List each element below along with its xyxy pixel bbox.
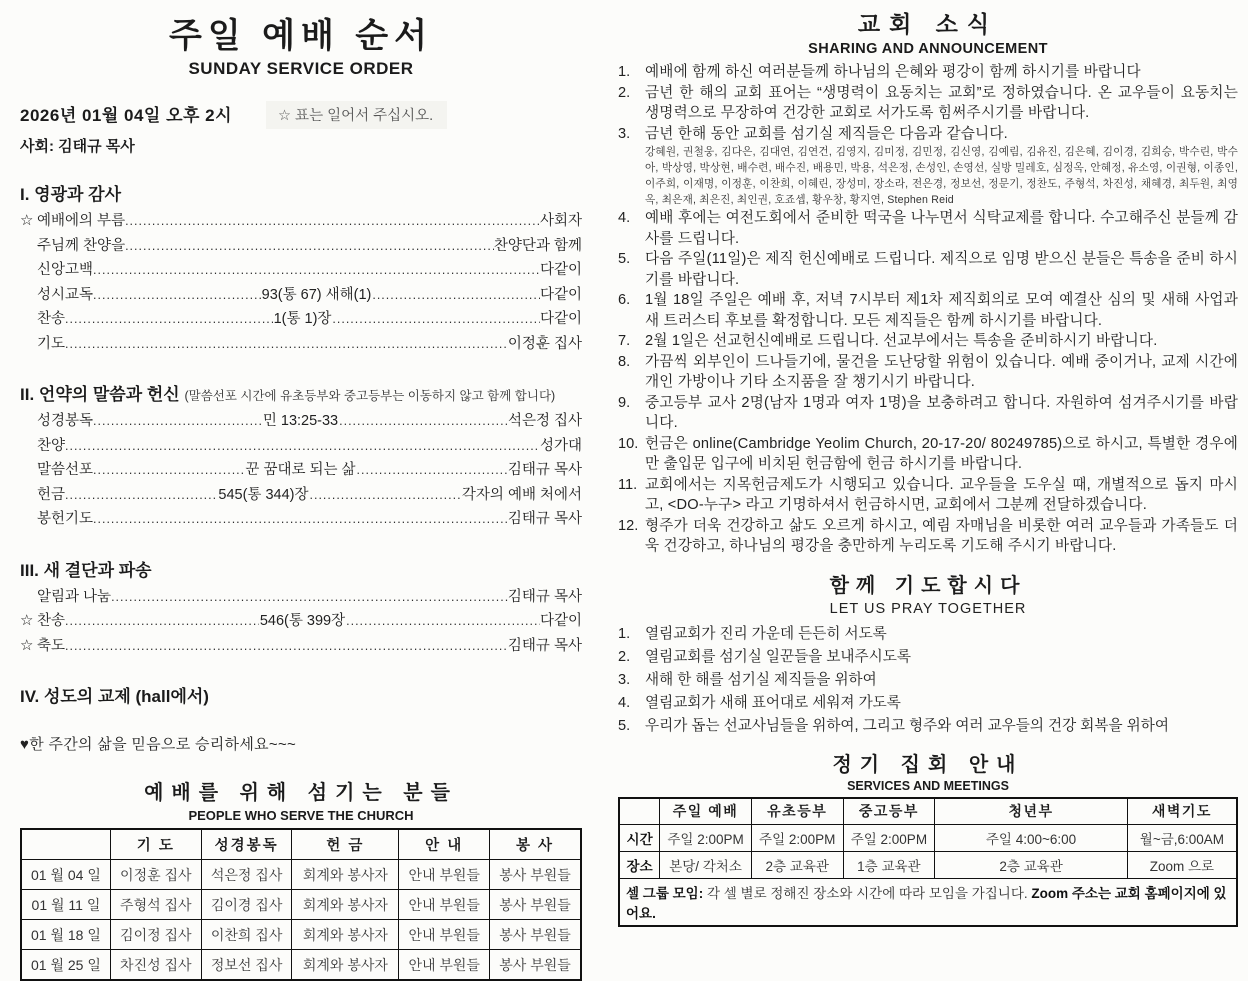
announcement-item (618, 352, 1238, 393)
service-order-column (20, 4, 596, 973)
announcement-item (618, 62, 1238, 83)
prayer-text: 새해 한 해를 섬기실 제직들을 위하여 (645, 671, 877, 688)
prayer-title-en: LET US PRAY TOGETHER (829, 600, 1027, 617)
table-row (21, 860, 581, 890)
date-row (20, 101, 582, 129)
announcement-text: 헌금은 online(Cambridge Yeolim Church, 20-17-20/ 80249785)으로 하시고, 특별한 경우에만 출입문 입구에 비치된 헌금함에 헌금 하시기를 바랍니다. (645, 435, 1238, 472)
table-cell: 차진성 집사 (110, 950, 201, 981)
service-section-heading: IV. 성도의 교제 (hall에서) (20, 687, 209, 706)
meetings-table (618, 797, 1238, 927)
table-cell: 김이경 집사 (201, 890, 292, 920)
news-title-en: SHARING AND ANNOUNCEMENT (808, 41, 1048, 57)
church-news-column (596, 4, 1238, 921)
announcement-text: 교회에서는 지목헌금제도가 시행되고 있습니다. 교우들을 도우실 때, 개별적으로 돕지 마시고, <DO-누구> 라고 기명하셔서 헌금하시면, 교회에서 그분께 전달하겠습니다. (645, 476, 1238, 513)
announcement-number: 1. (618, 64, 631, 80)
cell-group-label: 셀 그룹 모임: (626, 885, 704, 901)
prayer-title: 함께 기도합시다 (829, 574, 1027, 597)
news-title: 교회 소식 (857, 11, 999, 37)
service-order-title-en: SUNDAY SERVICE ORDER (188, 59, 414, 78)
prayer-text: 열림교회를 섬기실 일꾼들을 보내주시도록 (645, 648, 911, 665)
leader-dots (111, 585, 508, 610)
table-cell: 봉사 부원들 (490, 920, 581, 950)
announcement-number: 8. (618, 353, 631, 370)
table-cell: 2층 교육관 (751, 851, 843, 878)
service-item-person: 석은정 집사 (507, 413, 583, 429)
service-item-detail: 민 13:25-33 (262, 413, 339, 429)
service-item-detail: 꾼 꿈대로 되는 삶 (245, 462, 356, 478)
service-item (20, 409, 582, 434)
table-cell: 이정훈 집사 (110, 860, 201, 890)
service-item-label: 찬송 (37, 311, 66, 327)
table-header-cell: 청년부 (935, 798, 1128, 825)
announcement-text: 가끔씩 외부인이 드나들기에, 물건을 도난당할 위험이 있습니다. 예배 중이거나, 교제 시간에 개인 가방이나 기타 소지품을 잘 챙기시기 바랍니다. (645, 353, 1238, 390)
service-section (20, 556, 582, 659)
leader-dots (372, 283, 540, 308)
service-item-label: 알림과 나눔 (37, 588, 112, 605)
leader-dots (93, 409, 262, 434)
table-cell: Zoom 으로 (1127, 851, 1237, 878)
table-header-row (21, 829, 581, 860)
service-item-person: 김태규 목사 (507, 588, 582, 605)
announcement-text: 예배 후에는 여전도회에서 준비한 떡국을 나누면서 식탁교제를 합니다. 수고해주신 분들께 감사를 드립니다. (645, 210, 1238, 247)
table-cell: 본당/ 각처소 (660, 851, 752, 878)
service-section (20, 380, 582, 532)
table-cell: 01 월 11 일 (21, 890, 110, 920)
table-cell: 안내 부원들 (399, 860, 490, 890)
service-item-detail: 1(통 1)장 (273, 311, 332, 327)
leader-dots (125, 209, 540, 234)
table-header-cell: 중고등부 (843, 798, 935, 825)
service-item (20, 234, 582, 259)
service-item-person: 다같이 (539, 286, 582, 303)
service-item-label: 기도 (37, 335, 66, 352)
table-cell: 시간 (619, 824, 660, 851)
table-header-cell: 유초등부 (751, 798, 843, 825)
announcement-item (618, 331, 1238, 352)
service-item-label: 예배에의 부름 (37, 213, 126, 229)
table-row (21, 890, 581, 920)
service-sections (20, 180, 582, 707)
table-cell: 회계와 봉사자 (292, 860, 399, 890)
serve-table-block (20, 776, 582, 981)
table-cell: 01 월 18 일 (21, 920, 110, 950)
announcement-item (618, 475, 1238, 516)
table-cell: 회계와 봉사자 (292, 920, 399, 950)
table-cell: 주일 2:00PM (660, 824, 752, 851)
table-cell: 석은정 집사 (201, 860, 292, 890)
announcement-number: 4. (618, 210, 631, 226)
announcement-text: 중고등부 교사 2명(남자 1명과 여자 1명)을 보충하려고 합니다. 자원하여 섬겨주시기를 바랍니다. (645, 394, 1238, 431)
service-item (20, 307, 582, 332)
table-footer-row (619, 878, 1237, 926)
leader-dots (65, 483, 217, 508)
announcement-number: 11. (618, 476, 638, 493)
leader-dots (65, 307, 273, 332)
meetings-footer-note: 셀 그룹 모임: 각 셀 별로 정해진 장소와 시간에 따라 모임을 가집니다. Zoom 주소는 교회 홈페이지에 있어요. (619, 878, 1237, 926)
prayer-text: 열림교회가 새해 표어대로 세워져 가도록 (645, 694, 901, 711)
service-item-detail: 545(통 344)장 (218, 486, 309, 503)
prayer-text: 우리가 돕는 선교사님들을 위하여, 그리고 형주와 여러 교우들의 건강 회복을 위하여 (645, 717, 1169, 734)
service-item-person: 다같이 (539, 613, 582, 629)
prayer-item (618, 669, 1238, 692)
leader-dots (357, 458, 508, 483)
table-header-cell (21, 829, 110, 860)
leader-dots (65, 609, 259, 634)
prayer-number: 1. (618, 625, 631, 642)
announcement-text: 다음 주일(11일)은 제직 헌신예배로 드립니다. 제직으로 임명 받으신 분들은 특송을 준비 하시기를 바랍니다. (645, 251, 1238, 288)
service-item-label: 헌금 (37, 486, 66, 503)
service-item (20, 434, 582, 459)
table-row (21, 920, 581, 950)
zoom-address-note: Zoom 주소는 교회 홈페이지에 있어요. (626, 885, 1227, 921)
leader-dots (125, 234, 494, 259)
service-item-label: 주님께 찬양을 (37, 237, 126, 254)
service-section-heading: III. 새 결단과 파송 (20, 560, 152, 580)
star-icon: ☆ (20, 212, 34, 229)
table-cell: 주일 2:00PM (843, 824, 935, 851)
announcement-item (618, 290, 1238, 331)
table-header-cell: 새벽기도 (1127, 798, 1237, 825)
announcement-text: 1월 18일 주일은 예배 후, 저녁 7시부터 제1차 제직회의로 모여 예결산 심의 및 새해 사업과 새 트러스티 후보를 확정합니다. 모든 제직들은 함께 하시기를 바랍니다. (645, 292, 1238, 329)
service-section-note: (말씀선포 시간에 유초등부와 중고등부는 이동하지 않고 함께 합니다) (184, 389, 556, 403)
service-item-person: 성가대 (539, 437, 582, 454)
table-cell: 회계와 봉사자 (292, 950, 399, 981)
service-item-label: 찬송 (37, 613, 66, 629)
table-row (619, 824, 1237, 851)
table-cell: 01 월 04 일 (21, 860, 110, 890)
prayer-item (618, 623, 1238, 646)
announcement-text: 형주가 더욱 건강하고 삶도 오르게 하시고, 예림 자매님을 비롯한 여러 교우들과 가족들도 더욱 건강하고, 하나님의 평강을 충만하게 누리도록 기도해 주시기 바랍니다. (645, 517, 1238, 554)
service-item-label: 축도 (37, 637, 66, 654)
service-item-list (20, 585, 582, 659)
table-cell: 회계와 봉사자 (292, 890, 399, 920)
table-header-cell: 봉 사 (490, 829, 581, 860)
table-cell: 김이정 집사 (110, 920, 201, 950)
announcement-text: 예배에 함께 하신 여러분들께 하나님의 은혜와 평강이 함께 하시기를 바랍니다 (645, 64, 1141, 80)
table-row (619, 851, 1237, 878)
table-cell: 정보선 집사 (201, 950, 292, 981)
service-item (20, 332, 582, 357)
table-cell: 안내 부원들 (399, 890, 490, 920)
table-cell: 1층 교육관 (843, 851, 935, 878)
service-section (20, 682, 582, 707)
service-item-person: 각자의 예배 처에서 (461, 486, 583, 503)
table-cell: 주일 4:00~6:00 (935, 824, 1128, 851)
table-row (21, 950, 581, 981)
announcement-item (618, 208, 1238, 249)
leader-dots (65, 434, 540, 459)
table-header-cell: 성경봉독 (201, 829, 292, 860)
service-item-person: 김태규 목사 (507, 462, 582, 478)
announcement-text: 금년 한해 동안 교회를 섬기실 제직들은 다음과 같습니다. (645, 125, 1008, 142)
service-item (20, 634, 582, 659)
table-cell: 2층 교육관 (935, 851, 1128, 878)
mc-line: 사회: 김태규 목사 (20, 138, 135, 155)
service-item-label: 성시교독 (37, 286, 94, 303)
service-section-heading: I. 영광과 감사 (20, 185, 122, 204)
table-cell: 봉사 부원들 (490, 950, 581, 981)
prayer-item (618, 692, 1238, 715)
announcement-number: 7. (618, 333, 631, 349)
announcement-text: 2월 1일은 선교헌신예배로 드립니다. 선교부에서는 특송을 준비하시기 바랍니다. (645, 333, 1158, 349)
leader-dots (93, 458, 244, 483)
service-item (20, 609, 582, 634)
announcement-item (618, 83, 1238, 124)
service-item-label: 봉헌기도 (37, 511, 94, 527)
announcement-list (618, 62, 1238, 557)
service-item (20, 258, 582, 283)
announcement-number: 6. (618, 292, 631, 308)
meetings-block (618, 748, 1238, 927)
announcement-item (618, 393, 1238, 434)
service-item-person: 김태규 목사 (507, 511, 582, 527)
announcement-item (618, 249, 1238, 290)
service-item-list (20, 209, 582, 356)
service-item (20, 483, 582, 508)
leader-dots (65, 332, 508, 357)
service-item-person: 김태규 목사 (507, 637, 582, 654)
leader-dots (310, 483, 462, 508)
service-item-list (20, 409, 582, 532)
table-cell: 봉사 부원들 (490, 890, 581, 920)
service-item-person: 다같이 (539, 262, 582, 278)
leader-dots (93, 507, 508, 532)
service-datetime: 2026년 01월 04일 오후 2시 (20, 106, 233, 125)
leader-dots (346, 609, 540, 634)
star-icon: ☆ (20, 612, 34, 629)
service-item-person: 사회자 (539, 213, 582, 229)
table-cell: 월~금,6:00AM (1127, 824, 1237, 851)
table-header-cell (619, 798, 660, 825)
service-item-label: 찬양 (37, 437, 66, 454)
service-item-label: 성경봉독 (37, 413, 94, 429)
service-section (20, 180, 582, 356)
service-item-person: 다같이 (539, 311, 582, 327)
leader-dots (93, 258, 540, 283)
table-cell: 이찬희 집사 (201, 920, 292, 950)
announcement-number: 9. (618, 394, 631, 411)
announcement-item (618, 434, 1238, 475)
serve-table-title: 예배를 위해 섬기는 분들 (144, 782, 458, 804)
prayer-list (618, 623, 1238, 738)
announcement-number: 10. (618, 435, 639, 452)
table-header-row (619, 798, 1237, 825)
service-item-person: 찬양단과 함께 (493, 237, 582, 254)
table-cell: 장소 (619, 851, 660, 878)
table-header-cell: 기 도 (110, 829, 201, 860)
service-section-heading: II. 언약의 말씀과 헌신 (말씀선포 시간에 유초등부와 중고등부는 이동하지 않고 함께 합니다) (20, 385, 556, 404)
table-cell: 안내 부원들 (399, 920, 490, 950)
prayer-number: 2. (618, 648, 631, 665)
leader-dots (93, 283, 261, 308)
prayer-item (618, 715, 1238, 738)
star-icon: ☆ (20, 636, 34, 654)
prayer-number: 3. (618, 671, 631, 688)
meetings-title: 정기 집회 안내 (832, 753, 1024, 776)
service-item (20, 585, 582, 610)
service-item-label: 신앙고백 (37, 262, 94, 278)
closing-blessing: ♥한 주간의 삶을 믿음으로 승리하세요~~~ (20, 736, 297, 753)
service-item-detail: 93(통 67) 새해(1) (261, 286, 372, 303)
service-item (20, 283, 582, 308)
table-cell: 01 월 25 일 (21, 950, 110, 981)
announcement-number: 2. (618, 84, 631, 101)
serve-table-title-en: PEOPLE WHO SERVE THE CHURCH (188, 808, 414, 823)
prayer-item (618, 646, 1238, 669)
announcement-number: 3. (618, 125, 631, 142)
service-item (20, 458, 582, 483)
leader-dots (332, 307, 540, 332)
announcement-text: 금년 한 해의 교회 표어는 “생명력이 요동치는 교회”로 정하였습니다. 온 교우들이 요동치는 생명력으로 무장하여 건강한 교회로 서가도록 힘써주시기를 바랍니다. (645, 84, 1238, 121)
service-order-title: 주일 예배 순서 (169, 17, 433, 55)
table-cell: 봉사 부원들 (490, 860, 581, 890)
meetings-title-en: SERVICES AND MEETINGS (847, 778, 1009, 793)
table-cell: 안내 부원들 (399, 950, 490, 981)
leader-dots (339, 409, 508, 434)
announcement-number: 12. (618, 517, 639, 534)
service-item-label: 말씀선포 (37, 462, 94, 478)
table-header-cell: 헌 금 (292, 829, 399, 860)
service-item-detail: 546(통 399장 (259, 613, 346, 629)
table-header-cell: 주일 예배 (660, 798, 752, 825)
table-header-cell: 안 내 (399, 829, 490, 860)
table-cell: 주일 2:00PM (751, 824, 843, 851)
deacon-name-list: 강혜원, 권철웅, 김다은, 김대연, 김연건, 김영지, 김미정, 김민정, 김신영, 김예림, 김유진, 김은혜, 김이경, 김희승, 박수린, 박수아, 박상영, 박상현, 배수련, 배수진, 배용민, 박용, 석은정, 손성인, 손영선, 실방 밀레호, 심정옥, 안혜정, 유소영, 이권형, 이종인, 이주희, 이재명, 이정훈, 이찬희, 이혜린, 장성미, 장소라, 전은경, 정보선, 정문기, 정찬도, 주형석, 차진성, 채혜경, 최두원, 최영옥, 최은재, 최은진, 최인권, 호죠셉, 황우창, 황지연, Stephen Reid (645, 146, 1238, 206)
announcement-item (618, 124, 1238, 145)
prayer-number: 5. (618, 717, 631, 734)
announcement-item (618, 516, 1238, 557)
service-item (20, 209, 582, 234)
leader-dots (65, 634, 508, 659)
table-cell: 주형석 집사 (110, 890, 201, 920)
service-item-person: 이정훈 집사 (507, 335, 582, 352)
service-item (20, 507, 582, 532)
serve-table (20, 828, 582, 981)
stand-note: ☆ 표는 일어서 주십시오. (266, 101, 447, 129)
announcement-number: 5. (618, 251, 631, 267)
prayer-number: 4. (618, 694, 631, 711)
prayer-text: 열림교회가 진리 가운데 든든히 서도록 (645, 625, 887, 642)
prayer-block (618, 569, 1238, 738)
